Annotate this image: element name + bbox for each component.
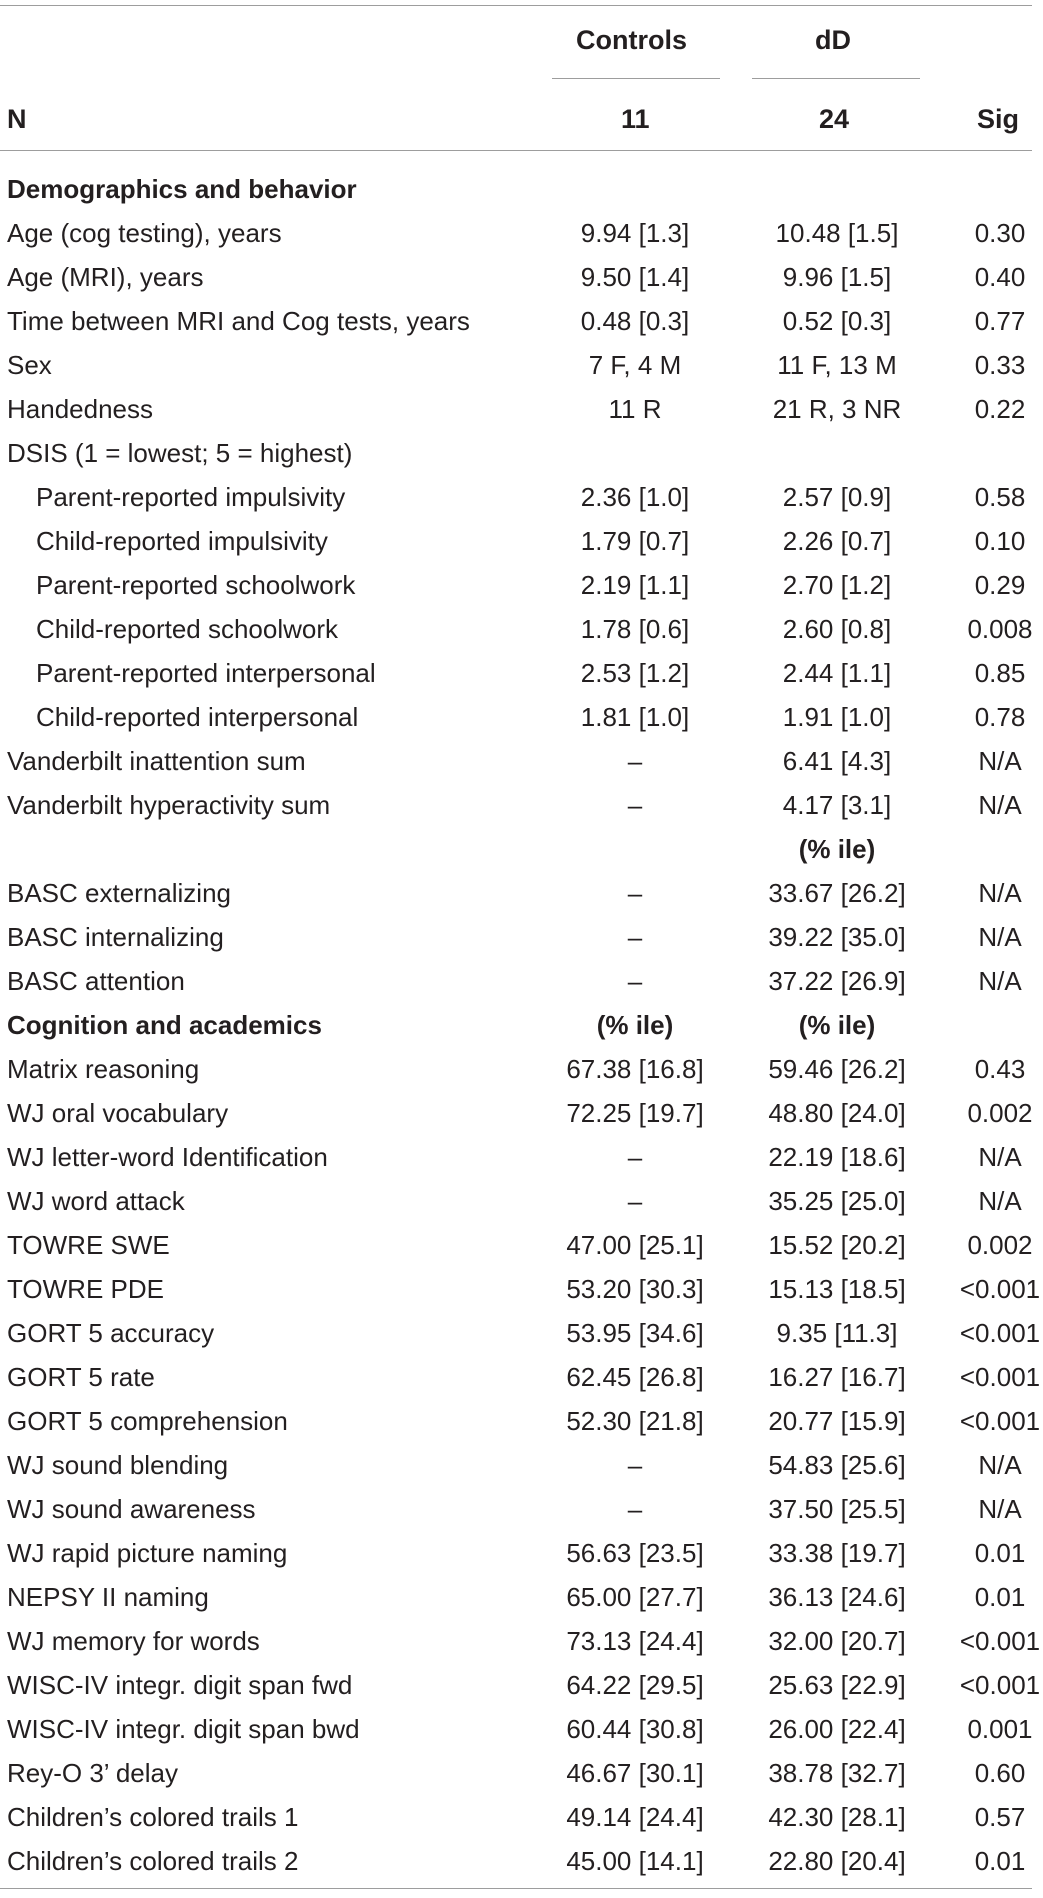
dd-cell: 20.77 [15.9] bbox=[768, 1406, 906, 1436]
table-row bbox=[0, 696, 1043, 740]
table-row bbox=[0, 916, 1043, 960]
sig-cell: N/A bbox=[978, 922, 1022, 952]
dd-cell: 33.38 [19.7] bbox=[768, 1538, 906, 1568]
dd-cell: 15.13 [18.5] bbox=[768, 1274, 906, 1304]
controls-cell: 11 R bbox=[608, 394, 662, 424]
row-label: BASC externalizing bbox=[7, 878, 231, 908]
dd-cell: 9.96 [1.5] bbox=[782, 262, 892, 292]
controls-cell: 53.20 [30.3] bbox=[566, 1274, 704, 1304]
dd-cell: 25.63 [22.9] bbox=[768, 1670, 906, 1700]
sig-cell: N/A bbox=[978, 746, 1022, 776]
table-row bbox=[0, 1576, 1043, 1620]
controls-cell: 46.67 [30.1] bbox=[566, 1758, 704, 1788]
dd-cell: 22.80 [20.4] bbox=[768, 1846, 906, 1876]
dd-cell: 39.22 [35.0] bbox=[768, 922, 906, 952]
controls-cell: 1.81 [1.0] bbox=[580, 702, 690, 732]
row-label: Vanderbilt inattention sum bbox=[7, 746, 306, 776]
controls-cell: 60.44 [30.8] bbox=[566, 1714, 704, 1744]
dd-cell: 2.60 [0.8] bbox=[782, 614, 892, 644]
table-row bbox=[0, 1444, 1043, 1488]
controls-cell: 73.13 [24.4] bbox=[566, 1626, 704, 1656]
row-label: Child-reported schoolwork bbox=[36, 614, 339, 644]
table-bottom-rule bbox=[0, 1888, 1032, 1889]
row-label: Age (cog testing), years bbox=[7, 218, 282, 248]
controls-cell: 62.45 [26.8] bbox=[566, 1362, 704, 1392]
sig-cell: 0.60 bbox=[974, 1758, 1026, 1788]
dd-cell: 33.67 [26.2] bbox=[768, 878, 906, 908]
sig-cell: 0.29 bbox=[974, 570, 1026, 600]
table-row bbox=[0, 1708, 1043, 1752]
sig-cell: <0.001 bbox=[959, 1626, 1041, 1656]
row-label: WJ rapid picture naming bbox=[7, 1538, 288, 1568]
dd-cell: 48.80 [24.0] bbox=[768, 1098, 906, 1128]
row-label: Age (MRI), years bbox=[7, 262, 204, 292]
table-row bbox=[0, 212, 1043, 256]
row-label: TOWRE SWE bbox=[7, 1230, 170, 1260]
dd-cell: 22.19 [18.6] bbox=[768, 1142, 906, 1172]
sig-column-header: Sig bbox=[977, 104, 1020, 134]
table-row bbox=[0, 1312, 1043, 1356]
controls-cell: – bbox=[627, 1186, 643, 1216]
sig-cell: 0.57 bbox=[974, 1802, 1026, 1832]
table-row bbox=[0, 520, 1043, 564]
dd-cell: 36.13 [24.6] bbox=[768, 1582, 906, 1612]
sig-cell: <0.001 bbox=[959, 1362, 1041, 1392]
sig-cell: 0.43 bbox=[974, 1054, 1026, 1084]
controls-cell: – bbox=[627, 878, 643, 908]
sig-cell: <0.001 bbox=[959, 1670, 1041, 1700]
section-header-row bbox=[0, 168, 1043, 212]
row-label: Vanderbilt hyperactivity sum bbox=[7, 790, 331, 820]
sig-cell: 0.008 bbox=[967, 614, 1033, 644]
controls-n-value: 11 bbox=[621, 104, 650, 134]
row-label: Parent-reported impulsivity bbox=[36, 482, 346, 512]
controls-cell: 2.53 [1.2] bbox=[580, 658, 690, 688]
dd-cell: 4.17 [3.1] bbox=[782, 790, 892, 820]
controls-cell: 2.19 [1.1] bbox=[580, 570, 690, 600]
row-label: Child-reported interpersonal bbox=[36, 702, 359, 732]
sig-cell: 0.01 bbox=[974, 1538, 1026, 1568]
dd-cell: 0.52 [0.3] bbox=[782, 306, 892, 336]
controls-cell: – bbox=[627, 966, 643, 996]
sig-cell: N/A bbox=[978, 966, 1022, 996]
table-row bbox=[0, 1180, 1043, 1224]
row-label: GORT 5 accuracy bbox=[7, 1318, 215, 1348]
dd-column-header: dD bbox=[815, 25, 851, 55]
table-row bbox=[0, 1532, 1043, 1576]
dd-cell: (% ile) bbox=[798, 834, 876, 864]
table-row bbox=[0, 1048, 1043, 1092]
controls-cell: 49.14 [24.4] bbox=[566, 1802, 704, 1832]
table-row bbox=[0, 1400, 1043, 1444]
controls-cell: 52.30 [21.8] bbox=[566, 1406, 704, 1436]
table-row bbox=[0, 960, 1043, 1004]
row-label: Children’s colored trails 1 bbox=[7, 1802, 299, 1832]
sig-cell: N/A bbox=[978, 1494, 1022, 1524]
sig-cell: 0.002 bbox=[967, 1098, 1033, 1128]
dd-cell: 2.70 [1.2] bbox=[782, 570, 892, 600]
controls-cell: – bbox=[627, 1142, 643, 1172]
row-label: Handedness bbox=[7, 394, 153, 424]
table-row bbox=[0, 300, 1043, 344]
dd-cell: 35.25 [25.0] bbox=[768, 1186, 906, 1216]
controls-cell: 2.36 [1.0] bbox=[580, 482, 690, 512]
controls-cell: 67.38 [16.8] bbox=[566, 1054, 704, 1084]
dd-cell: 54.83 [25.6] bbox=[768, 1450, 906, 1480]
table-top-rule bbox=[0, 5, 1032, 6]
table-row bbox=[0, 1268, 1043, 1312]
table-row bbox=[0, 476, 1043, 520]
dd-cell: 11 F, 13 M bbox=[777, 350, 897, 380]
row-label: Demographics and behavior bbox=[7, 174, 357, 204]
row-label: Sex bbox=[7, 350, 52, 380]
row-label: WISC-IV integr. digit span bwd bbox=[7, 1714, 360, 1744]
table-row bbox=[0, 1752, 1043, 1796]
dd-cell: 16.27 [16.7] bbox=[768, 1362, 906, 1392]
row-label: Cognition and academics bbox=[7, 1010, 322, 1040]
row-label: WJ oral vocabulary bbox=[7, 1098, 229, 1128]
section-header-row bbox=[0, 1004, 1043, 1048]
dd-cell: 42.30 [28.1] bbox=[768, 1802, 906, 1832]
table-row bbox=[0, 1840, 1043, 1884]
table-row bbox=[0, 256, 1043, 300]
table-row bbox=[0, 740, 1043, 784]
sig-cell: 0.01 bbox=[974, 1846, 1026, 1876]
dd-cell: 10.48 [1.5] bbox=[775, 218, 899, 248]
header-bottom-rule bbox=[0, 150, 1032, 151]
table-row bbox=[0, 872, 1043, 916]
table-row bbox=[0, 652, 1043, 696]
controls-header-underline bbox=[552, 78, 720, 79]
controls-cell: – bbox=[627, 746, 643, 776]
sig-cell: 0.33 bbox=[974, 350, 1026, 380]
table-body bbox=[0, 168, 1043, 1884]
dd-cell: 2.57 [0.9] bbox=[782, 482, 892, 512]
row-label: Time between MRI and Cog tests, years bbox=[7, 306, 470, 336]
dd-header-underline bbox=[752, 78, 920, 79]
dd-cell: 37.22 [26.9] bbox=[768, 966, 906, 996]
dd-cell: 59.46 [26.2] bbox=[768, 1054, 906, 1084]
row-label: Parent-reported interpersonal bbox=[36, 658, 376, 688]
dd-cell: 21 R, 3 NR bbox=[772, 394, 902, 424]
sig-cell: 0.30 bbox=[974, 218, 1026, 248]
row-label: WJ letter-word Identification bbox=[7, 1142, 328, 1172]
row-label: WJ memory for words bbox=[7, 1626, 260, 1656]
n-row-label: N bbox=[7, 104, 27, 134]
row-label: BASC attention bbox=[7, 966, 185, 996]
controls-cell: 72.25 [19.7] bbox=[566, 1098, 704, 1128]
controls-cell: – bbox=[627, 922, 643, 952]
dd-cell: 9.35 [11.3] bbox=[776, 1318, 898, 1348]
sig-cell: 0.22 bbox=[974, 394, 1026, 424]
table-row bbox=[0, 784, 1043, 828]
table-row bbox=[0, 1224, 1043, 1268]
table-row bbox=[0, 1356, 1043, 1400]
table-row bbox=[0, 1664, 1043, 1708]
sig-cell: 0.85 bbox=[974, 658, 1026, 688]
dd-cell: 37.50 [25.5] bbox=[768, 1494, 906, 1524]
dd-cell: (% ile) bbox=[798, 1010, 876, 1040]
controls-cell: 0.48 [0.3] bbox=[580, 306, 690, 336]
sig-cell: 0.10 bbox=[974, 526, 1026, 556]
row-label: WISC-IV integr. digit span fwd bbox=[7, 1670, 353, 1700]
controls-cell: 9.94 [1.3] bbox=[580, 218, 690, 248]
controls-cell: 1.78 [0.6] bbox=[580, 614, 690, 644]
sig-cell: <0.001 bbox=[959, 1318, 1041, 1348]
sig-cell: 0.78 bbox=[974, 702, 1026, 732]
row-label: TOWRE PDE bbox=[7, 1274, 164, 1304]
dd-cell: 1.91 [1.0] bbox=[782, 702, 892, 732]
dd-cell: 2.26 [0.7] bbox=[782, 526, 892, 556]
table-row bbox=[0, 1092, 1043, 1136]
sig-cell: 0.40 bbox=[974, 262, 1026, 292]
row-label: WJ sound blending bbox=[7, 1450, 229, 1480]
sig-cell: N/A bbox=[978, 1450, 1022, 1480]
controls-cell: – bbox=[627, 1494, 643, 1524]
sig-cell: N/A bbox=[978, 790, 1022, 820]
dd-cell: 26.00 [22.4] bbox=[768, 1714, 906, 1744]
dd-cell: 38.78 [32.7] bbox=[768, 1758, 906, 1788]
controls-cell: 56.63 [23.5] bbox=[566, 1538, 704, 1568]
controls-cell: 65.00 [27.7] bbox=[566, 1582, 704, 1612]
table-row bbox=[0, 388, 1043, 432]
controls-cell: 7 F, 4 M bbox=[588, 350, 682, 380]
controls-cell: – bbox=[627, 1450, 643, 1480]
row-label: WJ sound awareness bbox=[7, 1494, 256, 1524]
controls-cell: 1.79 [0.7] bbox=[580, 526, 690, 556]
row-label: GORT 5 rate bbox=[7, 1362, 155, 1392]
table-row bbox=[0, 608, 1043, 652]
sig-cell: 0.01 bbox=[974, 1582, 1026, 1612]
controls-cell: (% ile) bbox=[596, 1010, 674, 1040]
sig-cell: 0.77 bbox=[974, 306, 1026, 336]
dd-cell: 15.52 [20.2] bbox=[768, 1230, 906, 1260]
controls-cell: 53.95 [34.6] bbox=[566, 1318, 704, 1348]
row-label: WJ word attack bbox=[7, 1186, 185, 1216]
row-label: BASC internalizing bbox=[7, 922, 224, 952]
table-row bbox=[0, 344, 1043, 388]
sig-cell: <0.001 bbox=[959, 1406, 1041, 1436]
table-row bbox=[0, 828, 1043, 872]
dd-n-value: 24 bbox=[819, 104, 850, 134]
row-label: DSIS (1 = lowest; 5 = highest) bbox=[7, 438, 353, 468]
table-row bbox=[0, 1136, 1043, 1180]
controls-cell: – bbox=[627, 790, 643, 820]
sig-cell: <0.001 bbox=[959, 1274, 1041, 1304]
row-label: GORT 5 comprehension bbox=[7, 1406, 288, 1436]
controls-cell: 45.00 [14.1] bbox=[566, 1846, 704, 1876]
dd-cell: 2.44 [1.1] bbox=[782, 658, 892, 688]
controls-cell: 47.00 [25.1] bbox=[566, 1230, 704, 1260]
row-label: Child-reported impulsivity bbox=[36, 526, 328, 556]
sig-cell: 0.002 bbox=[967, 1230, 1033, 1260]
table-row bbox=[0, 1796, 1043, 1840]
row-label: Matrix reasoning bbox=[7, 1054, 200, 1084]
controls-cell: 9.50 [1.4] bbox=[580, 262, 690, 292]
table-row bbox=[0, 1488, 1043, 1532]
controls-column-header: Controls bbox=[576, 25, 687, 55]
row-label: NEPSY II naming bbox=[7, 1582, 209, 1612]
sig-cell: N/A bbox=[978, 1142, 1022, 1172]
dd-cell: 32.00 [20.7] bbox=[768, 1626, 906, 1656]
row-label: Children’s colored trails 2 bbox=[7, 1846, 299, 1876]
table-row bbox=[0, 564, 1043, 608]
row-label: Parent-reported schoolwork bbox=[36, 570, 356, 600]
sig-cell: 0.58 bbox=[974, 482, 1026, 512]
dd-cell: 6.41 [4.3] bbox=[782, 746, 892, 776]
table-row bbox=[0, 1620, 1043, 1664]
row-label: Rey-O 3’ delay bbox=[7, 1758, 178, 1788]
sig-cell: N/A bbox=[978, 1186, 1022, 1216]
sig-cell: N/A bbox=[978, 878, 1022, 908]
controls-cell: 64.22 [29.5] bbox=[566, 1670, 704, 1700]
sig-cell: 0.001 bbox=[967, 1714, 1033, 1744]
table-row bbox=[0, 432, 1043, 476]
